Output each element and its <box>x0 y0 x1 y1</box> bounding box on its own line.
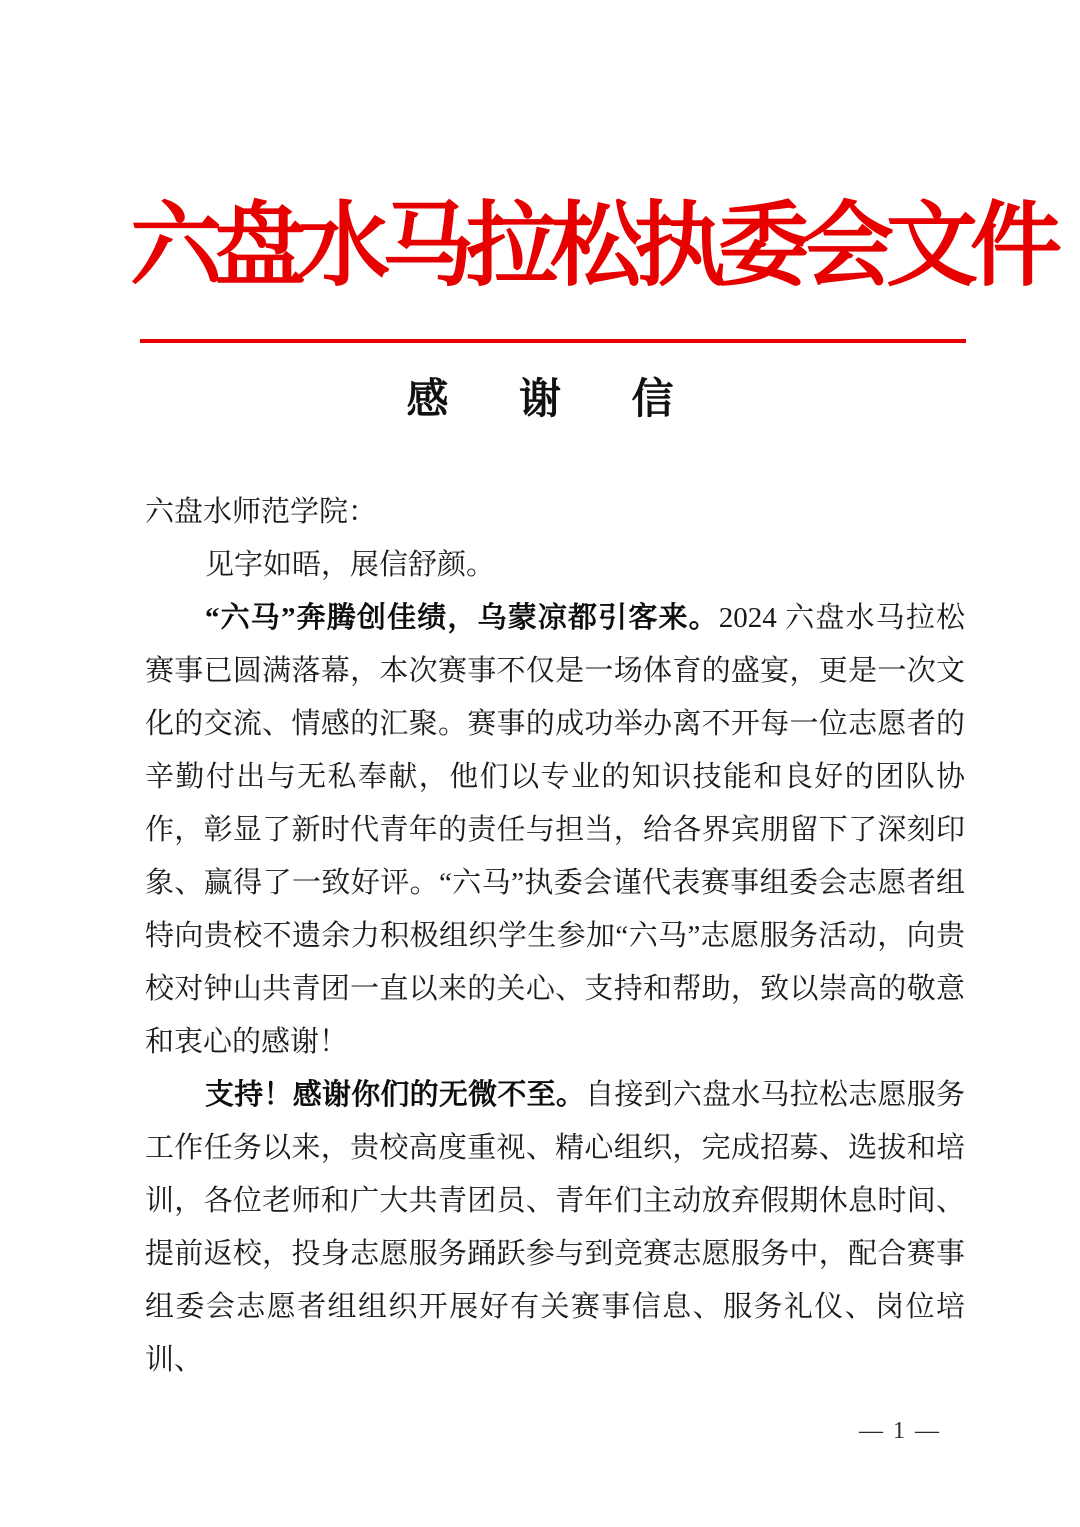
paragraph-text: 自接到六盘水马拉松志愿服务工作任务以来，贵校高度重视、精心组织，完成招募、选拔和培训，各位老师和广大共青团员、青年们主动放弃假期休息时间、提前返校，投身志愿服务踊跃参与到竞赛志愿服务中，配合赛事组委会志愿者组组织开展好有关赛事信息、服务礼仪、岗位培训、 <box>145 1079 965 1376</box>
letter-body <box>145 486 965 1387</box>
letterhead-title: 六盘水马拉松执委会文件 <box>130 195 1055 297</box>
paragraph-lead-bold: 支持！感谢你们的无微不至。 <box>205 1079 586 1111</box>
paragraph-text: 见字如晤，展信舒颜。 <box>205 549 496 581</box>
salutation: 六盘水师范学院： <box>145 496 378 528</box>
letter-paragraph <box>145 1069 965 1387</box>
paragraph-text: 2024 六盘水马拉松赛事已圆满落幕，本次赛事不仅是一场体育的盛宴，更是一次文化的交流、情感的汇聚。赛事的成功举办离不开每一位志愿者的辛勤付出与无私奉献，他们以专业的知识技能和良好的团队协作，彰显了新时代青年的责任与担当，给各界宾朋留下了深刻印象、赢得了一致好评。“六马”执委会谨代表赛事组委会志愿者组特向贵校不遗余力积极组织学生参加“六马”志愿服务活动，向贵校对钟山共青团一直以来的关心、支持和帮助，致以崇高的敬意和衷心的感谢！ <box>145 602 965 1058</box>
paragraph-lead-bold: “六马”奔腾创佳绩，乌蒙凉都引客来。 <box>205 602 719 634</box>
page-number: — 1 — <box>859 1418 941 1444</box>
letter-title: 感 谢 信 <box>406 377 704 423</box>
letter-paragraph <box>145 539 965 592</box>
letter-paragraph <box>145 592 965 1069</box>
letterhead-divider-line <box>140 339 966 343</box>
